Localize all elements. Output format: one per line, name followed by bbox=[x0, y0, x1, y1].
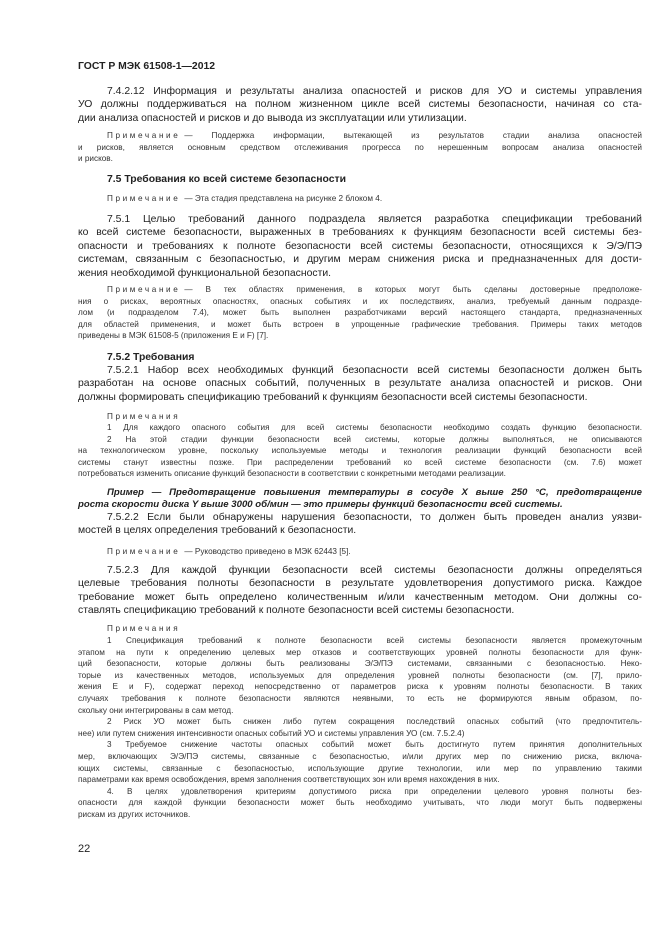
line-text: случаях требования к полноте безопасности являются неявными, то есть не формируются явным образом, по- bbox=[78, 693, 642, 703]
line-text: рискам из других источников. bbox=[78, 809, 191, 819]
text-line bbox=[78, 240, 642, 253]
line-text: должны формировать спецификацию требований к функциям безопасности всей системы безопасности. bbox=[78, 391, 588, 403]
line-text: ций безопасности, которые должны быть реализованы Э/Э/ПЭ системами, связанными с безопасностью. Неко- bbox=[78, 659, 642, 669]
line-text: нее) или путем снижения интенсивности опасных событий УО и системы управления УО (см. 7.5.2.4) bbox=[78, 728, 465, 738]
text-line bbox=[78, 142, 642, 154]
line-text: лом (и подразделом 7.4), может быть выполнен разработчиками версий настоящего стандарта, предназначенных bbox=[78, 308, 642, 318]
line-text: 7.5.2 Требования bbox=[107, 352, 195, 363]
text-line bbox=[78, 728, 642, 740]
note-label: Примечания bbox=[107, 624, 181, 633]
line-text: роста скорости диска Y выше 3000 об/мин — это примеры функций безопасности всей системы. bbox=[78, 499, 563, 510]
line-text: 1 Спецификация требований к полноте безопасности всей системы безопасности является промежуточным bbox=[107, 636, 642, 645]
page-number: 22 bbox=[78, 843, 91, 855]
line-text: опасности для каждой функции безопасности может быть необходимо учитывать, что люди могут быть подвержены bbox=[78, 798, 642, 808]
text-line bbox=[78, 524, 642, 537]
line-text: ко всей системе безопасности, выраженных в требованиях к функциям безопасности всей системы без- bbox=[78, 227, 642, 239]
line-text: мер, включающих Э/Э/ПЭ системы, связанные с безопасностью, и/или других мер по снижению риска, включа- bbox=[78, 751, 642, 761]
p-7-5-2-3 bbox=[78, 564, 642, 618]
line-text: целевые требования полноты безопасности в результате удовлетворения допустимого риска. Каждое bbox=[78, 578, 642, 590]
text-line bbox=[78, 591, 642, 604]
note-label: Примечание bbox=[107, 194, 181, 203]
text-line bbox=[78, 98, 642, 111]
line-text: 2 Риск УО может быть снижен либо путем сокращения последствий опасных событий (что предпочтитель- bbox=[107, 717, 642, 727]
line-text: — Эта стадия представлена на рисунке 2 блоком 4. bbox=[184, 194, 383, 203]
line-text: Пример — Предотвращение повышения температуры в сосуде X выше 250 °С, предотвращение bbox=[107, 487, 642, 498]
line-text: и рисков. bbox=[78, 154, 113, 164]
document-header: ГОСТ Р МЭК 61508-1—2012 bbox=[78, 61, 216, 72]
text-line bbox=[78, 487, 642, 499]
text-line bbox=[78, 153, 642, 165]
text-line bbox=[78, 499, 642, 511]
text-line bbox=[78, 445, 642, 457]
text-line bbox=[78, 763, 642, 775]
line-text: 7.5.2.2 Если были обнаружены нарушения безопасности, то должен быть проведен анализ уязви- bbox=[107, 512, 642, 523]
text-line bbox=[78, 434, 642, 446]
line-text: ставлять спецификацию требований к полноте безопасности всей системы безопасности. bbox=[78, 605, 515, 617]
text-line bbox=[78, 351, 642, 364]
text-line bbox=[78, 226, 642, 239]
text-line bbox=[78, 705, 642, 717]
note-3 bbox=[78, 284, 642, 342]
line-text: системам, связанным с безопасностью, и другим мерам снижения риска и предназначенных для дости- bbox=[78, 254, 642, 266]
text-line bbox=[78, 130, 642, 142]
text-line bbox=[78, 577, 642, 590]
heading-7-5-2 bbox=[78, 351, 642, 364]
line-text: ющих системы, связанные с безопасностью, использующие другие технологии, или мер по управлению такими bbox=[78, 763, 642, 773]
text-line bbox=[78, 786, 642, 798]
p-7-5-1 bbox=[78, 213, 642, 280]
text-line bbox=[78, 377, 642, 390]
line-text: 2 На этой стадии функции безопасности всей системы, которые должны выполняться, не описываются bbox=[107, 434, 642, 444]
notes-1-items bbox=[78, 422, 642, 480]
note-label: Примечание bbox=[107, 547, 181, 556]
heading-7-5 bbox=[78, 173, 642, 186]
line-text: — Руководство приведено в МЭК 62443 [5]. bbox=[184, 547, 351, 556]
text-line bbox=[78, 253, 642, 266]
text-line bbox=[78, 411, 642, 423]
text-line bbox=[78, 112, 642, 125]
p-7-5-2-1 bbox=[78, 364, 642, 404]
notes-2 bbox=[78, 623, 642, 635]
line-text: ния о рисках, вероятных опасностях, опасных событиях и их последствиях, анализ, требуемый данным подразде- bbox=[78, 296, 642, 306]
line-text: 7.5 Требования ко всей системе безопасности bbox=[107, 174, 346, 185]
note-1 bbox=[78, 130, 642, 165]
line-text: опасности и требованиях к полноте безопасности всей системы безопасности, относящихся к Э/Э/ПЭ bbox=[78, 240, 642, 252]
line-text: дии анализа опасностей и рисков и до вывода из эксплуатации или утилизации. bbox=[78, 112, 467, 124]
text-line bbox=[78, 774, 642, 786]
note-label: Примечание bbox=[107, 285, 181, 294]
text-line bbox=[78, 751, 642, 763]
line-text: требование может быть определено количественным и/или качественным методом. Они должны со- bbox=[78, 591, 642, 603]
line-text: — Поддержка информации, вытекающей из результатов стадии анализа опасностей bbox=[184, 131, 642, 140]
text-line bbox=[78, 658, 642, 670]
text-line bbox=[78, 546, 642, 558]
text-line bbox=[78, 739, 642, 751]
line-text: мостей в целях определения требований к безопасности. bbox=[78, 525, 357, 537]
line-text: этапом на пути к определению целевых мер отказов и соответствующих уровней полноты безопасности для функ- bbox=[78, 647, 642, 657]
text-line bbox=[78, 330, 642, 342]
notes-2-items bbox=[78, 635, 642, 821]
line-text: разработан на основе опасных событий, полученных в результате анализа опасностей и рисков. Они bbox=[78, 378, 642, 390]
text-line bbox=[78, 623, 642, 635]
line-text: 7.4.2.12 Информация и результаты анализа опасностей и рисков для УО и системы управления bbox=[107, 86, 642, 97]
notes-1 bbox=[78, 411, 642, 423]
text-line bbox=[78, 213, 642, 226]
text-line bbox=[78, 635, 642, 647]
line-text: — В тех областях применения, в которых могут быть сделаны достоверные предположе- bbox=[184, 285, 642, 294]
text-line bbox=[78, 307, 642, 319]
line-text: жения E и F), содержат переход непосредственно от параметров риска к уровням полноты безопасности. В таких bbox=[78, 682, 642, 692]
p-7-4-2-12 bbox=[78, 85, 642, 125]
text-line bbox=[78, 267, 642, 280]
text-line bbox=[78, 716, 642, 728]
line-text: 4. В целях удовлетворения критериям допустимого риска при определении целевого уровня полноты без- bbox=[107, 786, 642, 796]
line-text: УО должны поддерживаться на полном жизненном цикле всей системы безопасности, начиная со ста- bbox=[78, 99, 642, 111]
text-line bbox=[78, 457, 642, 469]
text-line bbox=[78, 193, 642, 205]
text-line bbox=[78, 670, 642, 682]
text-line bbox=[78, 564, 642, 577]
line-text: на технологическом уровне, поскольку используемые методы и технология реализации функций безопасности всей bbox=[78, 446, 642, 456]
line-text: скольку они интегрированы в сам метод. bbox=[78, 705, 234, 715]
line-text: 1 Для каждого опасного события для всей системы безопасности необходимо создать функцию безопасности. bbox=[107, 423, 642, 432]
note-label: Примечания bbox=[107, 412, 181, 421]
text-line bbox=[78, 604, 642, 617]
text-line bbox=[78, 681, 642, 693]
line-text: 3 Требуемое снижение частоты опасных событий может быть достигнуто путем принятия дополнительных bbox=[107, 740, 642, 750]
line-text: 7.5.2.3 Для каждой функции безопасности всей системы безопасности должны определяться bbox=[107, 565, 642, 576]
note-4 bbox=[78, 546, 642, 558]
text-line bbox=[78, 693, 642, 705]
text-line bbox=[78, 364, 642, 377]
text-line bbox=[78, 468, 642, 480]
line-text: для областей применения, и может быть встроен в упрощенные графические требования. Примеры таких методов bbox=[78, 319, 642, 329]
note-label: Примечание bbox=[107, 131, 181, 140]
line-text: 7.5.2.1 Набор всех необходимых функций безопасности всей системы безопасности должен быть bbox=[107, 365, 642, 376]
example bbox=[78, 487, 642, 511]
line-text: 7.5.1 Целью требований данного подраздела является разработка спецификации требований bbox=[107, 214, 642, 225]
text-line bbox=[78, 391, 642, 404]
text-line bbox=[78, 809, 642, 821]
line-text: жения необходимой функциональной безопасности. bbox=[78, 267, 332, 279]
line-text: торые из качественных методов, используемых для определения уровней полноты безопасности (см. [7], прило- bbox=[78, 670, 642, 680]
line-text: параметрами как время освобождения, время заполнения соответствующих зон или время нахождения в них. bbox=[78, 775, 500, 785]
line-text: и рисков, является основным средством отслеживания прогресса по нерешенным вопросам анализа опасностей bbox=[78, 142, 642, 152]
note-2 bbox=[78, 193, 642, 205]
text-line bbox=[78, 173, 642, 186]
text-line bbox=[78, 296, 642, 308]
line-text: потребоваться изменить описание функций безопасности в соответствии с конкретными методами реализации. bbox=[78, 469, 506, 479]
text-line bbox=[78, 511, 642, 524]
text-line bbox=[78, 647, 642, 659]
text-line bbox=[78, 85, 642, 98]
text-line bbox=[78, 284, 642, 296]
text-line bbox=[78, 319, 642, 331]
p-7-5-2-2 bbox=[78, 511, 642, 538]
text-line bbox=[78, 422, 642, 434]
text-line bbox=[78, 797, 642, 809]
line-text: системы станут известны позже. При распределении требований ко всей системе безопасности (см. 7.6) может bbox=[78, 457, 642, 467]
line-text: приведены в МЭК 61508-5 (приложения E и F) [7]. bbox=[78, 331, 269, 341]
